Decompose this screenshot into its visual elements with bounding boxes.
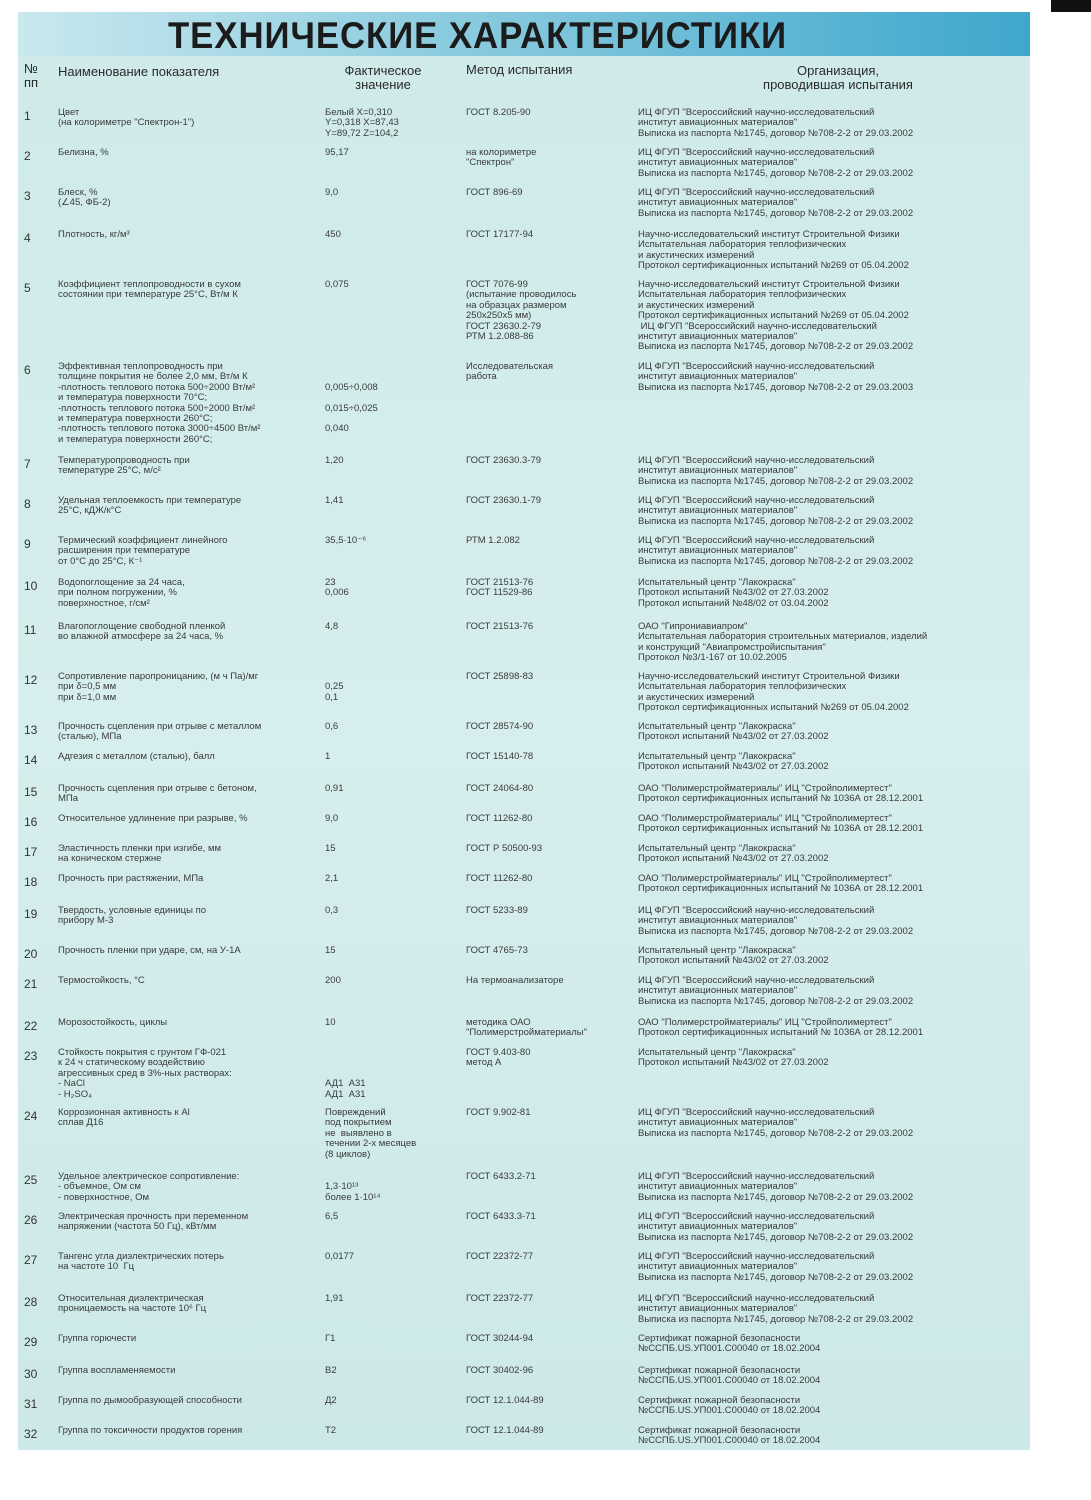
testing-organization: ОАО "Гипрониавиапром" Испытательная лаборатория строительных материалов, изделий и конструкций "Авиапромстройиспытания" Протокол №3/1-167 от 10.02.2005: [638, 621, 928, 664]
testing-organization: ИЦ ФГУП "Всероссийский научно-исследовательский институт авиационных материалов" Выписка из паспорта №1745, договор №708-2-2 от 29.03.2003: [638, 361, 914, 393]
test-method: ГОСТ 30244-94: [466, 1333, 534, 1344]
row-number: 6: [24, 363, 31, 377]
row-number: 2: [24, 149, 31, 163]
test-method: ГОСТ 12.1.044-89: [466, 1425, 544, 1436]
test-method: ГОСТ 23630.3-79: [466, 455, 542, 466]
measured-value: 0,25 0,1: [325, 681, 344, 703]
parameter-name: Прочность пленки при ударе, см, на У-1А: [58, 945, 241, 956]
measured-value: 23 0,006: [325, 577, 349, 599]
testing-organization: ИЦ ФГУП "Всероссийский научно-исследовательский институт авиационных материалов" Выписка из паспорта №1745, договор №708-2-2 от 29.03.2002: [638, 1251, 914, 1283]
row-number: 28: [24, 1295, 38, 1309]
test-method: ГОСТ 24064-80: [466, 783, 534, 794]
row-number: 4: [24, 231, 31, 245]
header-value: Фактическое значение: [344, 63, 422, 92]
parameter-name: Группа воспламеняемости: [58, 1365, 176, 1376]
row-number: 18: [24, 875, 38, 889]
parameter-name: Прочность при растяжении, МПа: [58, 873, 204, 884]
test-method: ГОСТ 28574-90: [466, 721, 534, 732]
parameter-name: Удельная теплоемкость при температуре 25°С, кДЖ/к°С: [58, 495, 242, 517]
parameter-name: Коррозионная активность к Al сплав Д16: [58, 1107, 190, 1129]
measured-value: Г1: [325, 1333, 336, 1344]
measured-value: 0,91: [325, 783, 344, 794]
row-number: 26: [24, 1213, 38, 1227]
measured-value: 0,0177: [325, 1251, 355, 1262]
testing-organization: ОАО "Полимерстройматериалы" ИЦ "Стройполимертест" Протокол сертификационных испытаний № 1036А от 28.12.2001: [638, 873, 924, 895]
measured-value: 0,075: [325, 279, 349, 290]
measured-value: Т2: [325, 1425, 337, 1436]
test-method: на колориметре "Спектрон": [466, 147, 537, 169]
corner-mark: [1051, 0, 1091, 12]
testing-organization: ОАО "Полимерстройматериалы" ИЦ "Стройполимертест" Протокол сертификационных испытаний № 1036А от 28.12.2001: [638, 1017, 924, 1039]
test-method: ГОСТ 9.403-80 метод А: [466, 1047, 531, 1069]
measured-value: 1,3·10¹³ более 1·10¹⁴: [325, 1181, 381, 1203]
testing-organization: Сертификат пожарной безопасности №ССПБ.US.УП001.С00040 от 18.02.2004: [638, 1395, 821, 1417]
header-num: № пп: [24, 61, 39, 90]
parameter-name: Стойкость покрытия с грунтом ГФ-021 к 24 ч статическому воздействию агрессивных сред в 3%-ных растворах: - NaCl - H₂SO₄: [58, 1047, 232, 1100]
testing-organization: Научно-исследовательский институт Строительной Физики Испытательная лаборатория теплофизических и акустических измерений Протокол сертификационных испытаний №269 от 05.04.2002: [638, 229, 909, 272]
parameter-name: Группа по токсичности продуктов горения: [58, 1425, 243, 1436]
row-number: 11: [24, 623, 37, 637]
row-number: 10: [24, 579, 38, 593]
measured-value: Белый X=0,310 Y=0,318 X=87,43 Y=89,72 Z=104,2: [325, 107, 399, 139]
measured-value: 15: [325, 945, 336, 956]
row-number: 22: [24, 1019, 38, 1033]
parameter-name: Белизна, %: [58, 147, 109, 158]
row-number: 9: [24, 537, 31, 551]
measured-value: 35,5·10⁻⁶: [325, 535, 367, 546]
measured-value: 15: [325, 843, 336, 854]
parameter-name: Плотность, кг/м³: [58, 229, 130, 240]
row-number: 7: [24, 457, 31, 471]
testing-organization: ИЦ ФГУП "Всероссийский научно-исследовательский институт авиационных материалов" Выписка из паспорта №1745, договор №708-2-2 от 29.03.2002: [638, 455, 914, 487]
parameter-name: Температуропроводность при температуре 25°С, м/с²: [58, 455, 190, 477]
parameter-name: Относительное удлинение при разрыве, %: [58, 813, 248, 824]
parameter-name: Относительная диэлектрическая проницаемость на частоте 10⁶ Гц: [58, 1293, 207, 1315]
measured-value: 450: [325, 229, 341, 240]
measured-value: Д2: [325, 1395, 337, 1406]
test-method: ГОСТ 15140-78: [466, 751, 534, 762]
header-org: Организация, проводившая испытания: [763, 63, 913, 92]
test-method: ГОСТ 21513-76: [466, 621, 534, 632]
row-number: 27: [24, 1253, 38, 1267]
row-number: 29: [24, 1335, 38, 1349]
row-number: 14: [24, 753, 38, 767]
row-number: 5: [24, 281, 31, 295]
testing-organization: ИЦ ФГУП "Всероссийский научно-исследовательский институт авиационных материалов" Выписка из паспорта №1745, договор №708-2-2 от 29.03.2002: [638, 905, 914, 937]
testing-organization: Научно-исследовательский институт Строительной Физики Испытательная лаборатория теплофизических и акустических измерений Протокол сертификационных испытаний №269 от 05.04.2002 ИЦ ФГУП "Всероссийский научно-исследовательский институт авиационных материалов" Выписка из паспорта №1745, договор №708-2-2 от 29.03.2002: [638, 279, 914, 353]
test-method: ГОСТ 6433.3-71: [466, 1211, 536, 1222]
testing-organization: ОАО "Полимерстройматериалы" ИЦ "Стройполимертест" Протокол сертификационных испытаний № 1036А от 28.12.2001: [638, 783, 924, 805]
test-method: Исследовательская работа: [466, 361, 554, 383]
testing-organization: Испытательный центр "Лакокраска" Протокол испытаний №43/02 от 27.03.2002: [638, 1047, 829, 1069]
test-method: ГОСТ 7076-99 (испытание проводилось на образцах размером 250х250х5 мм) ГОСТ 23630.2-79 РТМ 1.2.088-86: [466, 279, 577, 343]
parameter-name: Цвет (на колориметре "Спектрон-1"): [58, 107, 195, 129]
test-method: ГОСТ 8.205-90: [466, 107, 531, 118]
measured-value: Повреждений под покрытием не выявлено в течении 2-х месяцев (8 циклов): [325, 1107, 417, 1160]
row-number: 3: [24, 189, 31, 203]
row-number: 12: [24, 673, 38, 687]
test-method: ГОСТ 5233-89: [466, 905, 528, 916]
measured-value: 200: [325, 975, 341, 986]
row-number: 1: [24, 109, 31, 123]
testing-organization: Испытательный центр "Лакокраска" Протокол испытаний №43/02 от 27.03.2002: [638, 843, 829, 865]
parameter-name: Группа по дымообразующей способности: [58, 1395, 242, 1406]
row-number: 24: [24, 1109, 38, 1123]
test-method: ГОСТ 23630.1-79: [466, 495, 542, 506]
testing-organization: Испытательный центр "Лакокраска" Протокол испытаний №43/02 от 27.03.2002: [638, 721, 829, 743]
test-method: методика ОАО "Полимерстройматериалы": [466, 1017, 587, 1039]
measured-value: 1,41: [325, 495, 344, 506]
row-number: 31: [24, 1397, 38, 1411]
testing-organization: Испытательный центр "Лакокраска" Протокол испытаний №43/02 от 27.03.2002: [638, 751, 829, 773]
test-method: ГОСТ 30402-96: [466, 1365, 534, 1376]
measured-value: 9,0: [325, 187, 339, 198]
test-method: ГОСТ 11262-80: [466, 873, 533, 884]
parameter-name: Электрическая прочность при переменном напряжении (частота 50 Гц), кВт/мм: [58, 1211, 249, 1233]
testing-organization: ИЦ ФГУП "Всероссийский научно-исследовательский институт авиационных материалов" Выписка из паспорта №1745, договор №708-2-2 от 29.03.2002: [638, 1293, 914, 1325]
parameter-name: Блеск, % (∠45, ФБ-2): [58, 187, 111, 209]
header-name: Наименование показателя: [58, 64, 220, 79]
testing-organization: ИЦ ФГУП "Всероссийский научно-исследовательский институт авиационных материалов" Выписка из паспорта №1745, договор №708-2-2 от 29.03.2002: [638, 107, 914, 139]
parameter-name: Твердость, условные единицы по прибору М-3: [58, 905, 207, 927]
measured-value: В2: [325, 1365, 337, 1376]
parameter-name: Термостойкость, °С: [58, 975, 145, 986]
parameter-name: Прочность сцепления при отрыве с бетоном, МПа: [58, 783, 257, 805]
parameter-name: Эффективная теплопроводность при толщине покрытия не более 2,0 мм, Вт/м К -плотность теплового потока 500÷2000 Вт/м² и температура поверхности 70°С; -плотность теплового потока 500÷2000 Вт/м² и температура поверхности 260°С; -плотность теплового потока 3000÷4500 Вт/м² и температура поверхности 260°С;: [58, 361, 261, 445]
testing-organization: ИЦ ФГУП "Всероссийский научно-исследовательский институт авиационных материалов" Выписка из паспорта №1745, договор №708-2-2 от 29.03.2002: [638, 1107, 914, 1139]
testing-organization: ИЦ ФГУП "Всероссийский научно-исследовательский институт авиационных материалов" Выписка из паспорта №1745, договор №708-2-2 от 29.03.2002: [638, 535, 914, 567]
testing-organization: Сертификат пожарной безопасности №ССПБ.US.УП001.С00040 от 18.02.2004: [638, 1333, 821, 1355]
measured-value: 1: [325, 751, 331, 762]
row-number: 30: [24, 1367, 38, 1381]
measured-value: 9,0: [325, 813, 339, 824]
row-number: 32: [24, 1427, 38, 1441]
parameter-name: Водопоглощение за 24 часа, при полном погружении, % поверхностное, г/см²: [58, 577, 185, 609]
measured-value: 1,91: [325, 1293, 344, 1304]
measured-value: 10: [325, 1017, 336, 1028]
test-method: ГОСТ Р 50500-93: [466, 843, 543, 854]
parameter-name: Влагопоглощение свободной пленкой во влажной атмосфере за 24 часа, %: [58, 621, 226, 643]
testing-organization: ИЦ ФГУП "Всероссийский научно-исследовательский институт авиационных материалов" Выписка из паспорта №1745, договор №708-2-2 от 29.03.2002: [638, 187, 914, 219]
test-method: ГОСТ 17177-94: [466, 229, 534, 240]
parameter-name: Коэффициент теплопроводности в сухом состоянии при температуре 25°С, Вт/м К: [58, 279, 241, 301]
parameter-name: Термический коэффициент линейного расширения при температуре от 0°С до 25°С, К⁻¹: [58, 535, 228, 567]
testing-organization: ИЦ ФГУП "Всероссийский научно-исследовательский институт авиационных материалов" Выписка из паспорта №1745, договор №708-2-2 от 29.03.2002: [638, 495, 914, 527]
test-method: ГОСТ 21513-76 ГОСТ 11529-86: [466, 577, 534, 599]
measured-value: 0,3: [325, 905, 339, 916]
test-method: РТМ 1.2.082: [466, 535, 520, 546]
parameter-name: Тангенс угла диэлектрических потерь на частоте 10 Гц: [58, 1251, 224, 1273]
parameter-name: Сопротивление паропроницанию, (м ч Па)/мг при δ=0,5 мм при δ=1,0 мм: [58, 671, 259, 703]
document-sheet: [18, 12, 1030, 1450]
testing-organization: Сертификат пожарной безопасности №ССПБ.US.УП001.С00040 от 18.02.2004: [638, 1425, 821, 1447]
row-number: 21: [24, 977, 38, 991]
row-number: 17: [24, 845, 38, 859]
title-banner: [18, 12, 1030, 56]
testing-organization: Испытательный центр "Лакокраска" Протокол испытаний №43/02 от 27.03.2002 Протокол испытаний №48/02 от 03.04.2002: [638, 577, 829, 609]
test-method: На термоанализаторе: [466, 975, 564, 986]
parameter-name: Эластичность пленки при изгибе, мм на коническом стержне: [58, 843, 222, 865]
measured-value: 0,005÷0,008 0,015÷0,025 0,040: [325, 381, 378, 435]
measured-value: АД1 А31 АД1 А31: [325, 1078, 366, 1100]
measured-value: 2,1: [325, 873, 339, 884]
row-number: 19: [24, 907, 38, 921]
testing-organization: ИЦ ФГУП "Всероссийский научно-исследовательский институт авиационных материалов" Выписка из паспорта №1745, договор №708-2-2 от 29.03.2002: [638, 147, 914, 179]
test-method: ГОСТ 11262-80: [466, 813, 533, 824]
parameter-name: Группа горючести: [58, 1333, 137, 1344]
test-method: ГОСТ 4765-73: [466, 945, 528, 956]
header-method: Метод испытания: [466, 62, 573, 77]
page-title: ТЕХНИЧЕСКИЕ ХАРАКТЕРИСТИКИ: [168, 15, 788, 56]
measured-value: 1,20: [325, 455, 344, 466]
testing-organization: ИЦ ФГУП "Всероссийский научно-исследовательский институт авиационных материалов" Выписка из паспорта №1745, договор №708-2-2 от 29.03.2002: [638, 975, 914, 1007]
parameter-name: Удельное электрическое сопротивление: - объемное, Ом см - поверхностное, Ом: [58, 1171, 240, 1203]
parameter-name: Адгезия с металлом (сталью), балл: [58, 751, 215, 762]
row-number: 8: [24, 497, 31, 511]
test-method: ГОСТ 22372-77: [466, 1251, 534, 1262]
row-number: 15: [24, 785, 38, 799]
row-number: 16: [24, 815, 38, 829]
test-method: ГОСТ 896-69: [466, 187, 523, 198]
testing-organization: Сертификат пожарной безопасности №ССПБ.US.УП001.С00040 от 18.02.2004: [638, 1365, 821, 1387]
test-method: ГОСТ 22372-77: [466, 1293, 534, 1304]
testing-organization: ИЦ ФГУП "Всероссийский научно-исследовательский институт авиационных материалов" Выписка из паспорта №1745, договор №708-2-2 от 29.03.2002: [638, 1211, 914, 1243]
row-number: 20: [24, 947, 38, 961]
measured-value: 6,5: [325, 1211, 339, 1222]
test-method: ГОСТ 6433.2-71: [466, 1171, 536, 1182]
measured-value: 0,6: [325, 721, 339, 732]
test-method: ГОСТ 25898-83: [466, 671, 534, 682]
testing-organization: Научно-исследовательский институт Строительной Физики Испытательная лаборатория теплофизических и акустических измерений Протокол сертификационных испытаний №269 от 05.04.2002: [638, 671, 909, 714]
test-method: ГОСТ 9.902-81: [466, 1107, 531, 1118]
testing-organization: Испытательный центр "Лакокраска" Протокол испытаний №43/02 от 27.03.2002: [638, 945, 829, 967]
parameter-name: Морозостойкость, циклы: [58, 1017, 168, 1028]
testing-organization: ОАО "Полимерстройматериалы" ИЦ "Стройполимертест" Протокол сертификационных испытаний № 1036А от 28.12.2001: [638, 813, 924, 835]
measured-value: 95,17: [325, 147, 349, 158]
row-number: 23: [24, 1049, 38, 1063]
testing-organization: ИЦ ФГУП "Всероссийский научно-исследовательский институт авиационных материалов" Выписка из паспорта №1745, договор №708-2-2 от 29.03.2002: [638, 1171, 914, 1203]
parameter-name: Прочность сцепления при отрыве с металлом (сталью), МПа: [58, 721, 262, 743]
row-number: 13: [24, 723, 38, 737]
test-method: ГОСТ 12.1.044-89: [466, 1395, 544, 1406]
measured-value: 4,8: [325, 621, 339, 632]
row-number: 25: [24, 1173, 38, 1187]
